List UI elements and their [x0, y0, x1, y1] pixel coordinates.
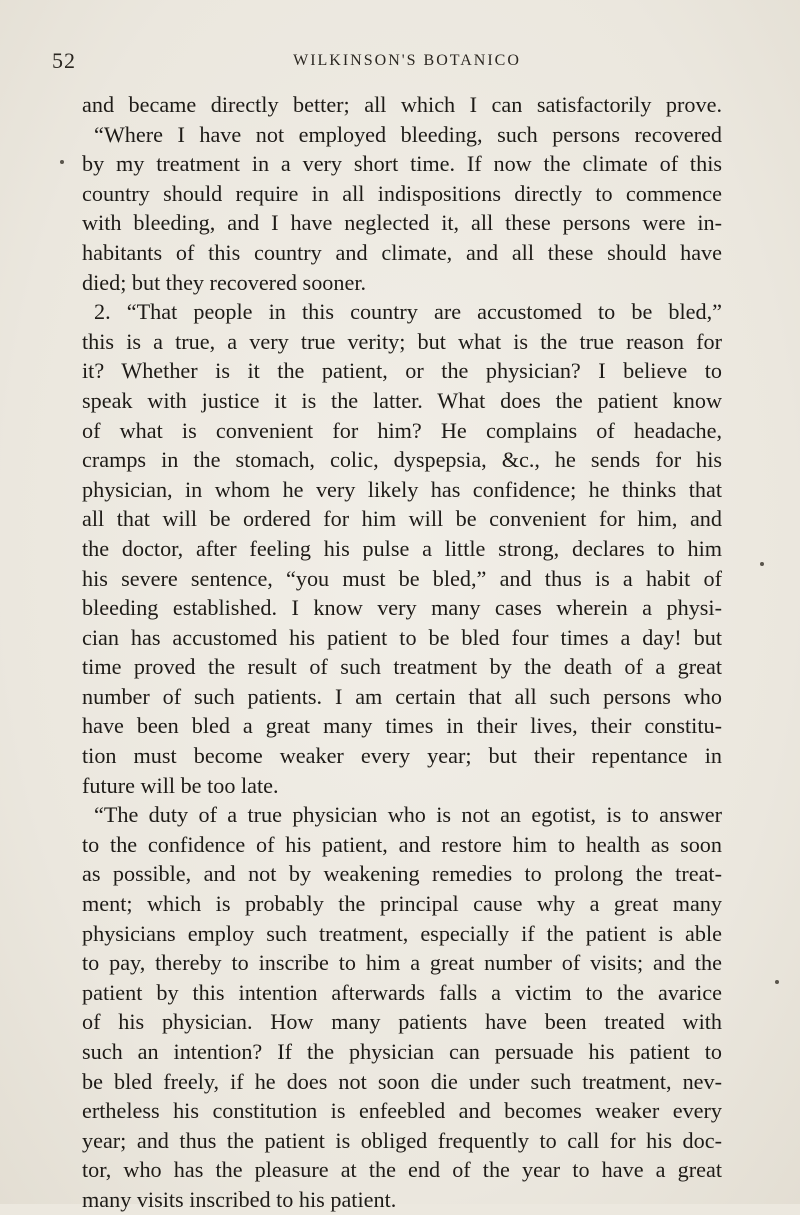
text-line: of his physician. How many patients have been treated with	[82, 1009, 722, 1035]
text-line: ment; which is probably the principal cause why a great many	[82, 891, 722, 917]
text-line: to the confidence of his patient, and restore him to health as soon	[82, 831, 722, 857]
text-line: many visits inscribed to his patient.	[82, 1186, 397, 1212]
text-line: “The duty of a true physician who is not an egotist, is to answer	[94, 802, 722, 828]
text-line: it? Whether is it the patient, or the physician? I believe to	[82, 358, 722, 384]
text-line: physician, in whom he very likely has confidence; he thinks that	[82, 476, 722, 502]
text-line: ertheless his constitution is enfeebled and becomes weaker every	[82, 1098, 722, 1124]
text-line: be bled freely, if he does not soon die under such treatment, nev-	[82, 1068, 722, 1094]
margin-speck	[775, 980, 779, 984]
text-line: future will be too late.	[82, 772, 279, 798]
text-line: with bleeding, and I have neglected it, all these persons were in-	[82, 210, 722, 236]
text-line: such an intention? If the physician can persuade his patient to	[82, 1039, 722, 1064]
text-line: number of such patients. I am certain that all such persons who	[82, 683, 722, 709]
text-line: by my treatment in a very short time. If now the climate of this	[82, 151, 722, 177]
text-line: bleeding established. I know very many cases wherein a physi-	[82, 595, 722, 621]
text-line: to pay, thereby to inscribe to him a great number of visits; and the	[82, 950, 722, 976]
text-line: 2. “That people in this country are accustomed to be bled,”	[94, 299, 722, 325]
text-line: died; but they recovered sooner.	[82, 269, 367, 295]
text-line: “Where I have not employed bleeding, such persons recovered	[94, 121, 722, 147]
margin-speck	[60, 160, 64, 164]
text-line: time proved the result of such treatment by the death of a great	[82, 654, 722, 680]
text-line: year; and thus the patient is obliged frequently to call for his doc-	[82, 1127, 722, 1153]
text-line: his severe sentence, “you must be bled,” and thus is a habit of	[82, 565, 722, 591]
text-line: all that will be ordered for him will be convenient for him, and	[82, 506, 722, 532]
text-line: of what is convenient for him? He complains of headache,	[82, 417, 722, 443]
text-line: have been bled a great many times in their lives, their constitu-	[82, 713, 722, 739]
page-header	[52, 48, 742, 78]
text-line: country should require in all indispositions directly to commence	[82, 180, 722, 206]
text-line: habitants of this country and climate, and all these should have	[82, 239, 722, 265]
text-line: tor, who has the pleasure at the end of the year to have a great	[82, 1157, 722, 1183]
text-line: speak with justice it is the latter. What does the patient know	[82, 387, 722, 413]
text-line: cramps in the stomach, colic, dyspepsia, &c., he sends for his	[82, 447, 722, 473]
running-head: WILKINSON'S BOTANICO	[293, 52, 521, 69]
page-number: 52	[52, 48, 76, 73]
text-line: as possible, and not by weakening remedies to prolong the treat-	[82, 861, 722, 887]
text-line: tion must become weaker every year; but their repentance in	[82, 743, 722, 769]
margin-speck	[760, 562, 764, 566]
text-line: this is a true, a very true verity; but what is the true reason for	[82, 328, 722, 354]
body-text	[82, 90, 722, 1215]
text-line: patient by this intention afterwards falls a victim to the avarice	[82, 979, 722, 1005]
text-line: cian has accustomed his patient to be bled four times a day! but	[82, 624, 722, 650]
text-line: physicians employ such treatment, especially if the patient is able	[82, 920, 722, 946]
text-line: the doctor, after feeling his pulse a little strong, declares to him	[82, 535, 722, 561]
text-line: and became directly better; all which I can satisfactorily prove.	[82, 92, 722, 117]
